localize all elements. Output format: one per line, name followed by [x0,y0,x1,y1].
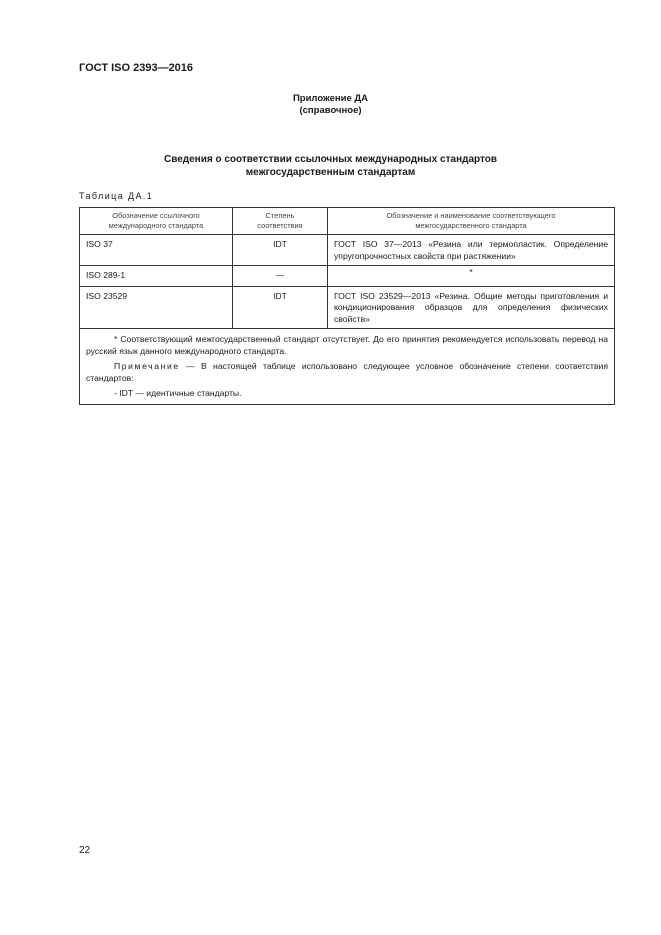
appendix-heading [0,93,661,116]
row-degree: IDT [233,286,328,329]
header-col3-line1: Обозначение и наименование соответствующего [386,211,556,220]
row-name: * [328,266,615,287]
section-title-line-2: межгосударственным стандартам [245,166,416,178]
header-col1-line1: Обозначение ссылочного [112,211,200,220]
table-note [86,361,608,384]
header-reference-standard [80,208,233,235]
correspondence-table [79,207,615,405]
header-col1-line2: международного стандарта [108,221,204,230]
note-text: — В настоящей таблице использовано следующее условное обозначение степени соответствия стандартов: [86,361,608,383]
table-caption: Таблица ДА.1 [79,191,154,201]
table-footnote: * Соответствующий межгосударственный стандарт отсутствует. До его принятия рекомендуется использовать перевод на русский язык данного международного стандарта. [86,334,608,356]
table-row [80,286,615,329]
section-title [0,154,661,179]
row-code: ISO 23529 [80,286,233,329]
table-row [80,266,615,287]
table-row [80,235,615,266]
table-notes [80,329,615,405]
row-code: ISO 289-1 [80,266,233,287]
appendix-subtitle: (справочное) [299,104,362,116]
header-degree [233,208,328,235]
page-number: 22 [79,845,91,856]
header-col3-line2: межгосударственного стандарта [415,221,527,230]
header-col2-line2: соответствия [257,221,303,230]
header-interstate-standard [328,208,615,235]
row-degree: — [233,266,328,287]
note-label: Примечание [114,361,180,371]
row-degree: IDT [233,235,328,266]
document-code: ГОСТ ISO 2393—2016 [79,62,194,74]
row-code: ISO 37 [80,235,233,266]
row-name: ГОСТ ISO 37—2013 «Резина или термопластик. Определение упругопрочностных свойств при растяжении» [328,235,615,266]
row-name: ГОСТ ISO 23529—2013 «Резина. Общие методы приготовления и кондиционирования образцов для определения физических свойств» [328,286,615,329]
section-title-line-1: Сведения о соответствии ссылочных международных стандартов [163,154,498,165]
note-list-item: - IDT — идентичные стандарты. [114,388,242,398]
appendix-title: Приложение ДА [292,93,369,104]
table-header-row [80,208,615,235]
header-col2-line1: Степень [265,211,295,220]
table-notes-row [80,329,615,405]
